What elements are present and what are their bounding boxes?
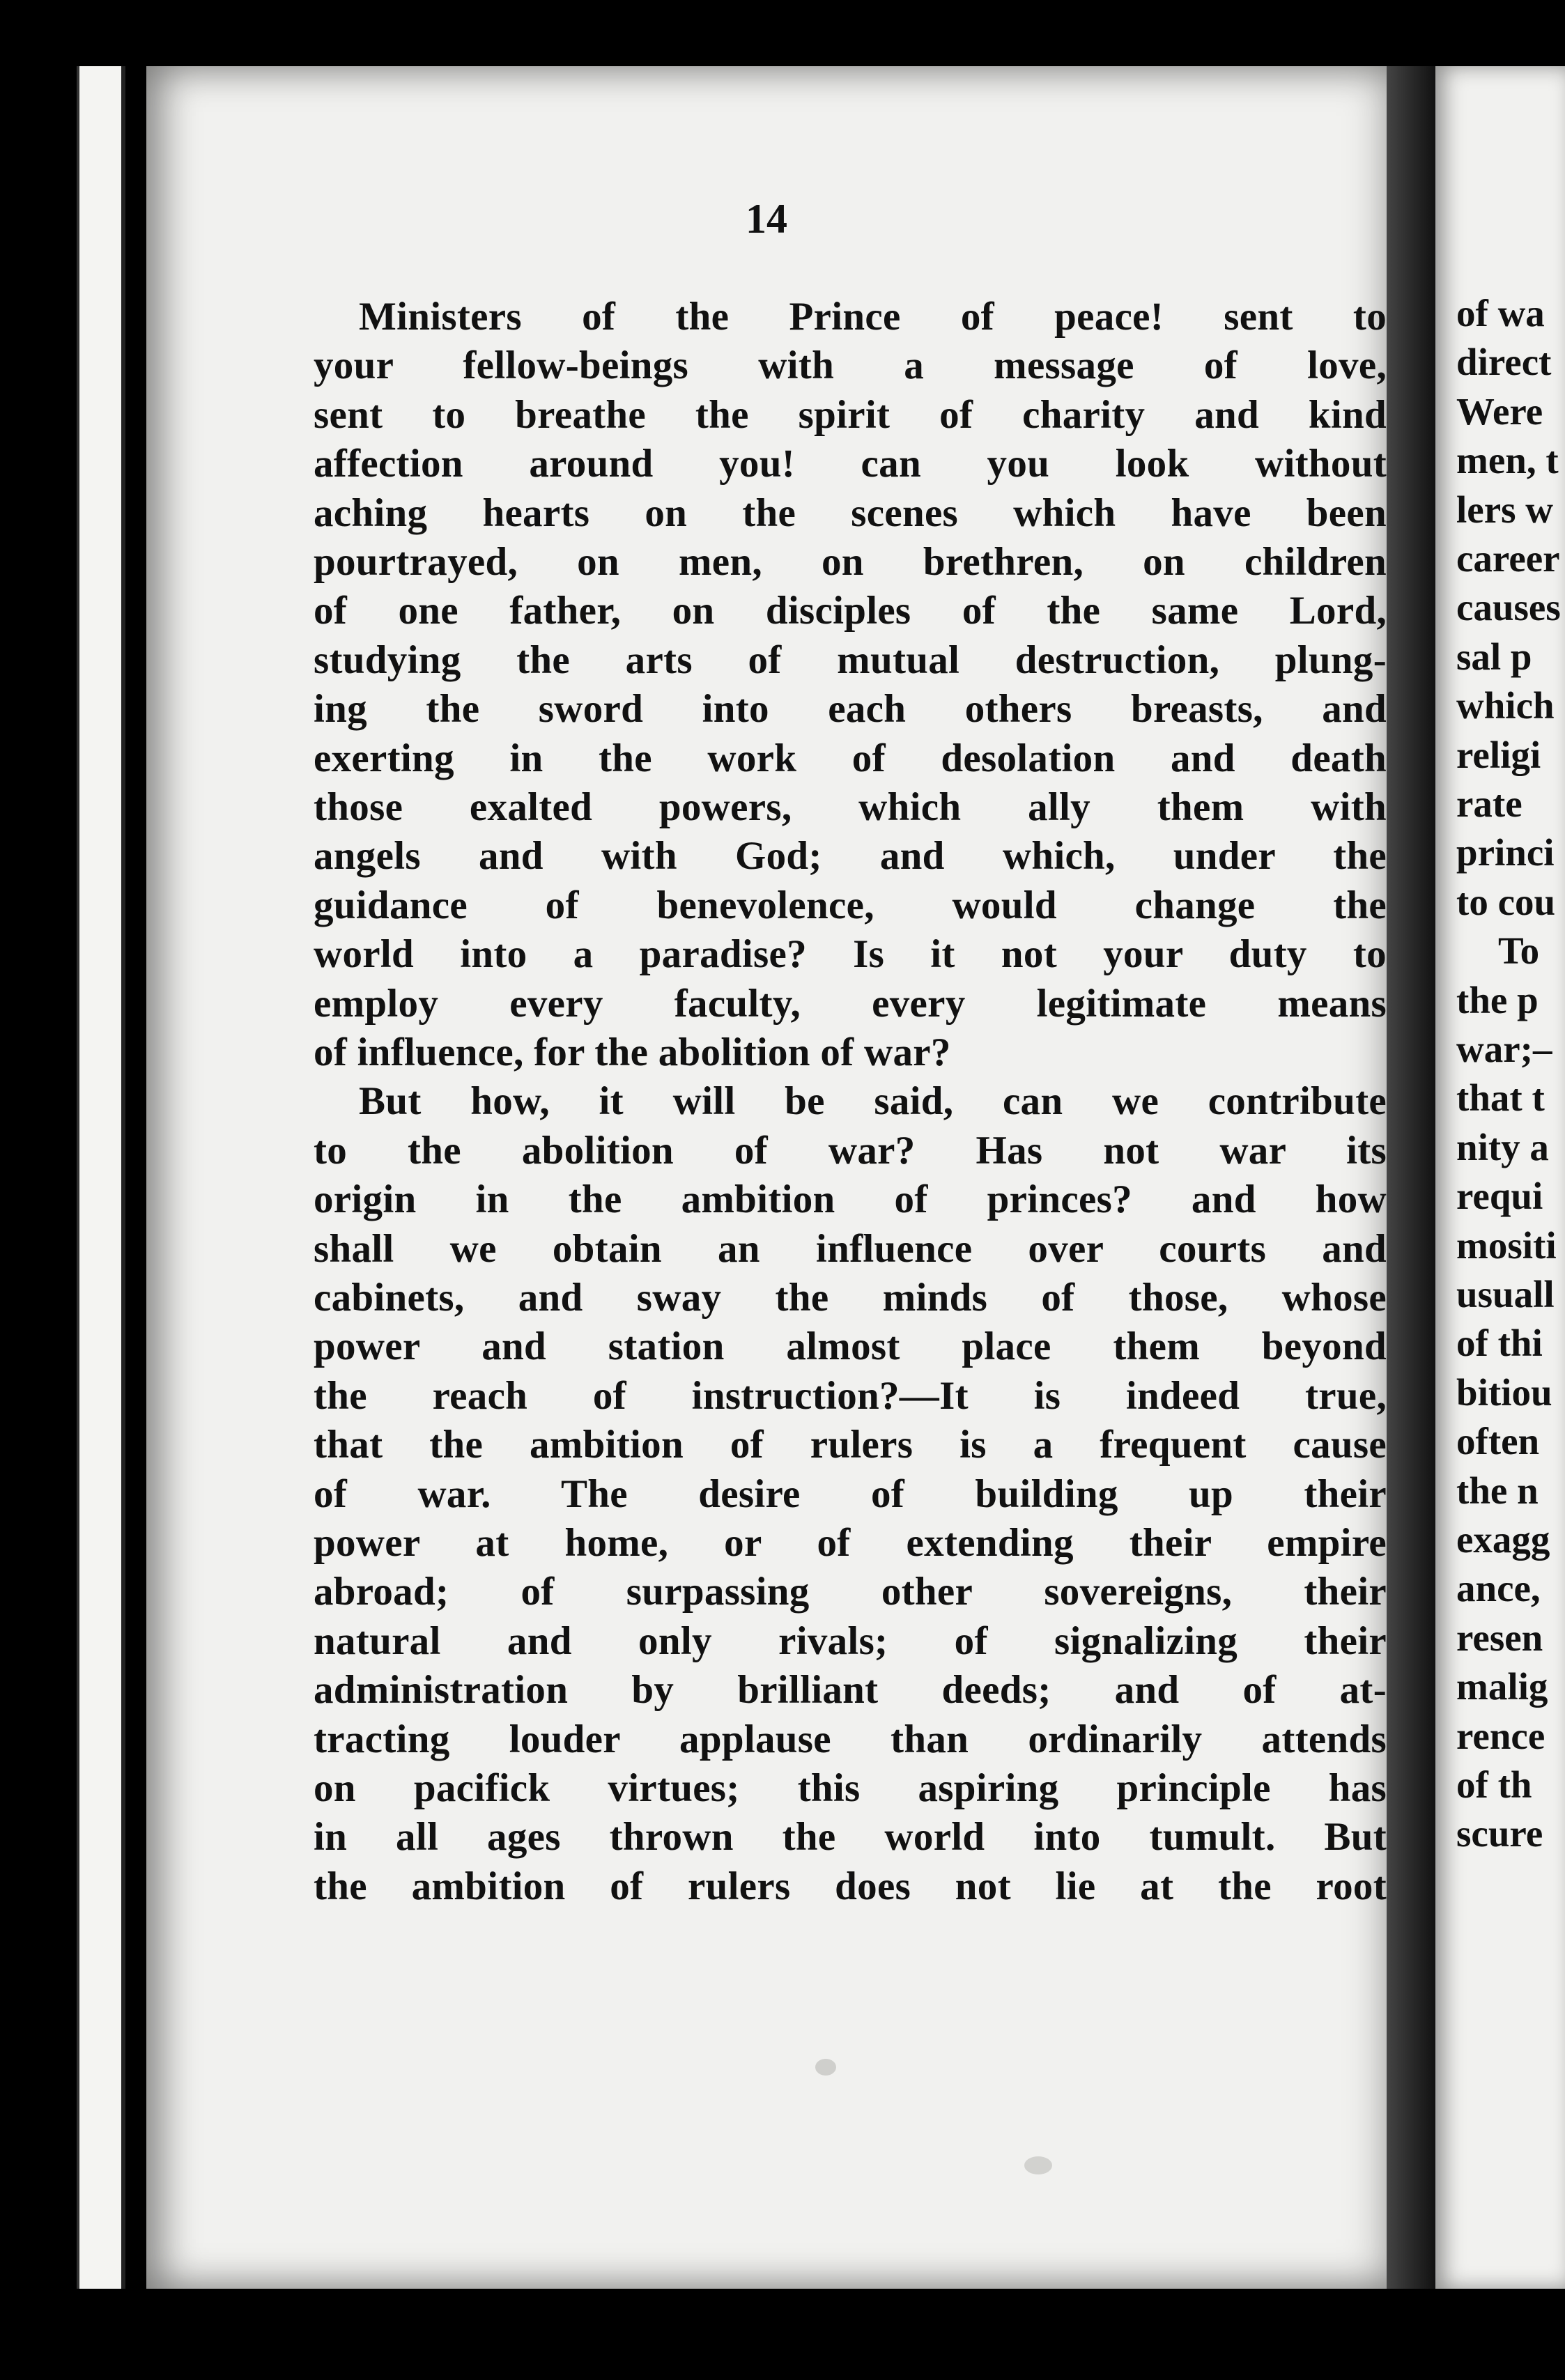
next-page-line: usuall bbox=[1456, 1273, 1555, 1315]
next-page-line: causes bbox=[1456, 586, 1561, 629]
text-line: world into a paradise? Is it not your duty to bbox=[314, 932, 1387, 977]
text-line: tracting louder applause than ordinarily attends bbox=[314, 1717, 1387, 1761]
text-line: But how, it will be said, can we contribute bbox=[359, 1079, 1387, 1124]
next-page-line: resen bbox=[1456, 1616, 1543, 1659]
text-line: sent to breathe the spirit of charity and kind bbox=[314, 392, 1387, 437]
next-page-line: Were bbox=[1456, 389, 1543, 433]
text-line: pourtrayed, on men, on brethren, on children bbox=[314, 540, 1387, 584]
next-page-line: war;– bbox=[1456, 1028, 1552, 1070]
text-line: employ every faculty, every legitimate means bbox=[314, 981, 1387, 1026]
next-page-line: scure bbox=[1456, 1812, 1543, 1855]
text-line: abroad; of surpassing other sovereigns, their bbox=[314, 1570, 1387, 1614]
text-line: of war. The desire of building up their bbox=[314, 1471, 1387, 1516]
page-number: 14 bbox=[746, 196, 787, 242]
text-line: affection around you! can you look without bbox=[314, 442, 1387, 486]
text-line: exerting in the work of desolation and death bbox=[314, 736, 1387, 780]
text-line: of influence, for the abolition of war? bbox=[314, 1030, 951, 1074]
text-line: ing the sword into each others breasts, and bbox=[314, 687, 1387, 732]
next-page-line: of th bbox=[1456, 1763, 1532, 1806]
next-page-line: men, t bbox=[1456, 439, 1559, 482]
text-line: power and station almost place them beyond bbox=[314, 1324, 1387, 1369]
next-page-line: rate bbox=[1456, 782, 1522, 825]
text-line: of one father, on disciples of the same Lord, bbox=[314, 589, 1387, 633]
text-line: that the ambition of rulers is a frequent cause bbox=[314, 1423, 1387, 1467]
next-page-line: nity a bbox=[1456, 1125, 1549, 1168]
next-page-line: religi bbox=[1456, 733, 1541, 776]
text-line: Ministers of the Prince of peace! sent to bbox=[359, 295, 1387, 339]
text-line: those exalted powers, which ally them with bbox=[314, 785, 1387, 829]
next-page-line: sal p bbox=[1456, 635, 1532, 678]
paper-speck bbox=[1024, 2156, 1052, 2174]
next-page-line: career bbox=[1456, 537, 1560, 580]
next-page-line: requi bbox=[1456, 1175, 1543, 1218]
text-line: cabinets, and sway the minds of those, whose bbox=[314, 1276, 1387, 1320]
text-line: guidance of benevolence, would change the bbox=[314, 883, 1387, 927]
text-line: power at home, or of extending their empire bbox=[314, 1521, 1387, 1565]
text-line: natural and only rivals; of signalizing their bbox=[314, 1618, 1387, 1663]
binding-margin bbox=[77, 66, 125, 2289]
text-line: in all ages thrown the world into tumult. But bbox=[314, 1815, 1387, 1860]
text-line: on pacifick virtues; this aspiring principle has bbox=[314, 1766, 1387, 1810]
next-page-line: bitiou bbox=[1456, 1370, 1552, 1414]
next-page-line: To bbox=[1498, 929, 1540, 973]
next-page-line: which bbox=[1456, 684, 1555, 727]
next-page-line: mositi bbox=[1456, 1223, 1557, 1267]
page-gutter-shadow bbox=[1387, 66, 1435, 2289]
next-page-line: the n bbox=[1456, 1469, 1539, 1512]
paper-speck bbox=[815, 2059, 836, 2076]
text-line: aching hearts on the scenes which have been bbox=[314, 490, 1387, 535]
next-page-line: direct bbox=[1456, 341, 1552, 384]
text-line: studying the arts of mutual destruction, plung- bbox=[314, 638, 1387, 682]
text-line: angels and with God; and which, under the bbox=[314, 834, 1387, 879]
next-page-line: often bbox=[1456, 1420, 1540, 1463]
text-line: administration by brilliant deeds; and of at- bbox=[314, 1668, 1387, 1713]
text-line: origin in the ambition of princes? and how bbox=[314, 1177, 1387, 1222]
next-page-line: ance, bbox=[1456, 1567, 1541, 1610]
book-page-right-partial bbox=[1435, 66, 1565, 2289]
next-page-line: the p bbox=[1456, 978, 1539, 1021]
next-page-line: that t bbox=[1456, 1076, 1545, 1120]
next-page-line: exagg bbox=[1456, 1518, 1550, 1561]
next-page-line: of thi bbox=[1456, 1322, 1543, 1365]
text-line: to the abolition of war? Has not war its bbox=[314, 1128, 1387, 1173]
next-page-line: rence bbox=[1456, 1714, 1545, 1757]
text-line: the reach of instruction?—It is indeed true, bbox=[314, 1373, 1387, 1418]
next-page-line: malig bbox=[1456, 1665, 1548, 1708]
next-page-line: of wa bbox=[1456, 292, 1545, 334]
next-page-line: lers w bbox=[1456, 488, 1553, 531]
text-line: shall we obtain an influence over courts and bbox=[314, 1226, 1387, 1271]
next-page-line: to cou bbox=[1456, 880, 1556, 923]
text-line: your fellow-beings with a message of love, bbox=[314, 343, 1387, 388]
text-line: the ambition of rulers does not lie at the root bbox=[314, 1864, 1387, 1908]
next-page-line: princi bbox=[1456, 831, 1555, 874]
